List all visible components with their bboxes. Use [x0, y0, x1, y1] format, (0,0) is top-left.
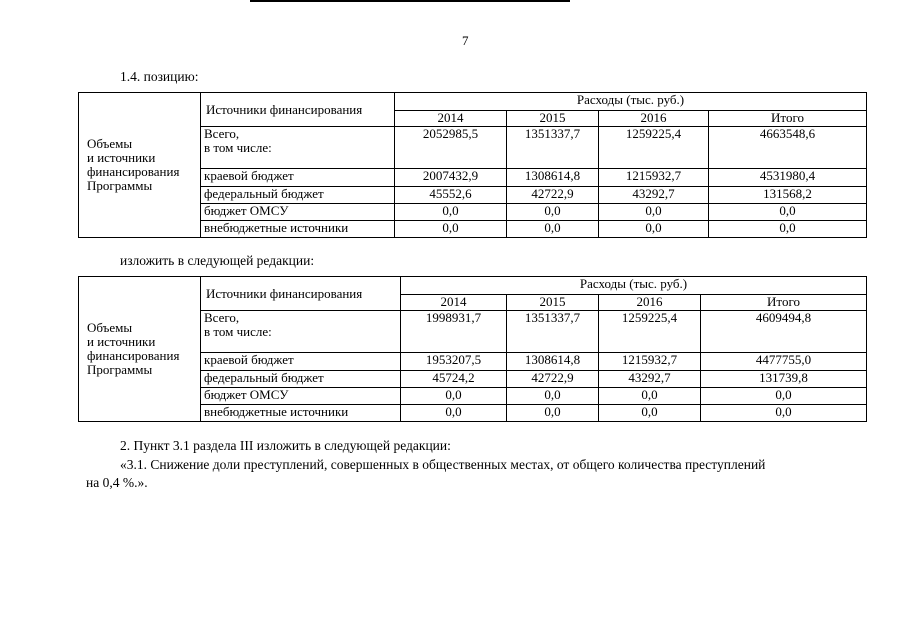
page-number: 7 [462, 33, 469, 48]
value-cell: 1215932,7 [599, 353, 701, 371]
intro-position: 1.4. позицию: [120, 69, 199, 84]
value-cell: 43292,7 [599, 187, 709, 204]
value-cell: 1308614,8 [507, 353, 599, 371]
value-cell: 4663548,6 [709, 127, 867, 169]
source-cell: внебюджетные источники [201, 221, 395, 238]
source-cell: краевой бюджет [201, 353, 401, 371]
program-label-cell [79, 93, 201, 238]
value-cell: 0,0 [701, 405, 867, 422]
source-cell: федеральный бюджет [201, 371, 401, 388]
value-cell: 0,0 [507, 204, 599, 221]
value-cell: 1259225,4 [599, 127, 709, 169]
value-cell: 1351337,7 [507, 127, 599, 169]
value-cell: 4531980,4 [709, 169, 867, 187]
year-header: 2014 [401, 295, 507, 311]
value-cell: 2007432,9 [395, 169, 507, 187]
header-source: Источники финансирования [201, 93, 395, 127]
value-cell: 0,0 [401, 405, 507, 422]
label-line: Объемы [87, 136, 133, 151]
source-cell [201, 311, 401, 353]
value-cell: 0,0 [507, 405, 599, 422]
label-line: и источники [87, 150, 156, 165]
paragraph-line: «3.1. Снижение доли преступлений, совершенных в общественных местах, от общего количества преступлений [120, 457, 766, 472]
label-line: Объемы [87, 320, 133, 335]
source-cell: бюджет ОМСУ [201, 388, 401, 405]
year-header: 2015 [507, 295, 599, 311]
value-cell: 0,0 [709, 221, 867, 238]
label-line: Программы [87, 178, 153, 193]
value-cell: 131568,2 [709, 187, 867, 204]
value-cell: 0,0 [599, 388, 701, 405]
label-line: финансирования [87, 164, 180, 179]
header-expenses: Расходы (тыс. руб.) [401, 277, 867, 295]
label-line: и источники [87, 334, 156, 349]
value-cell: 0,0 [599, 204, 709, 221]
value-cell: 1351337,7 [507, 311, 599, 353]
source-line: Всего, [204, 310, 240, 325]
value-cell: 0,0 [395, 221, 507, 238]
financing-table-old [78, 92, 867, 238]
paragraph-point-3-1 [86, 456, 866, 492]
value-cell: 0,0 [507, 221, 599, 238]
value-cell: 0,0 [701, 388, 867, 405]
paragraph-line: на 0,4 %.». [86, 475, 148, 490]
source-cell: бюджет ОМСУ [201, 204, 395, 221]
value-cell: 1998931,7 [401, 311, 507, 353]
label-line: финансирования [87, 348, 180, 363]
label-line: Программы [87, 362, 153, 377]
value-cell: 45552,6 [395, 187, 507, 204]
intro-new-edition: изложить в следующей редакции: [120, 253, 315, 268]
value-cell: 45724,2 [401, 371, 507, 388]
value-cell: 2052985,5 [395, 127, 507, 169]
source-cell: внебюджетные источники [201, 405, 401, 422]
paragraph-point-2: 2. Пункт 3.1 раздела III изложить в следующей редакции: [120, 438, 451, 453]
value-cell: 131739,8 [701, 371, 867, 388]
source-line: в том числе: [204, 324, 272, 339]
value-cell: 4609494,8 [701, 311, 867, 353]
year-header: 2015 [507, 111, 599, 127]
value-cell: 1953207,5 [401, 353, 507, 371]
program-label-cell [79, 277, 201, 422]
source-line: в том числе: [204, 140, 272, 155]
value-cell: 0,0 [507, 388, 599, 405]
value-cell: 0,0 [599, 405, 701, 422]
value-cell: 0,0 [709, 204, 867, 221]
value-cell: 1308614,8 [507, 169, 599, 187]
year-header: 2016 [599, 295, 701, 311]
total-header: Итого [701, 295, 867, 311]
year-header: 2016 [599, 111, 709, 127]
source-cell: федеральный бюджет [201, 187, 395, 204]
value-cell: 1259225,4 [599, 311, 701, 353]
source-cell: краевой бюджет [201, 169, 395, 187]
year-header: 2014 [395, 111, 507, 127]
top-rule [250, 0, 570, 2]
value-cell: 0,0 [401, 388, 507, 405]
source-line: Всего, [204, 126, 240, 141]
value-cell: 0,0 [395, 204, 507, 221]
value-cell: 42722,9 [507, 371, 599, 388]
value-cell: 4477755,0 [701, 353, 867, 371]
total-header: Итого [709, 111, 867, 127]
value-cell: 0,0 [599, 221, 709, 238]
header-source: Источники финансирования [201, 277, 401, 311]
value-cell: 42722,9 [507, 187, 599, 204]
source-cell [201, 127, 395, 169]
value-cell: 1215932,7 [599, 169, 709, 187]
value-cell: 43292,7 [599, 371, 701, 388]
header-expenses: Расходы (тыс. руб.) [395, 93, 867, 111]
financing-table-new [78, 276, 867, 422]
